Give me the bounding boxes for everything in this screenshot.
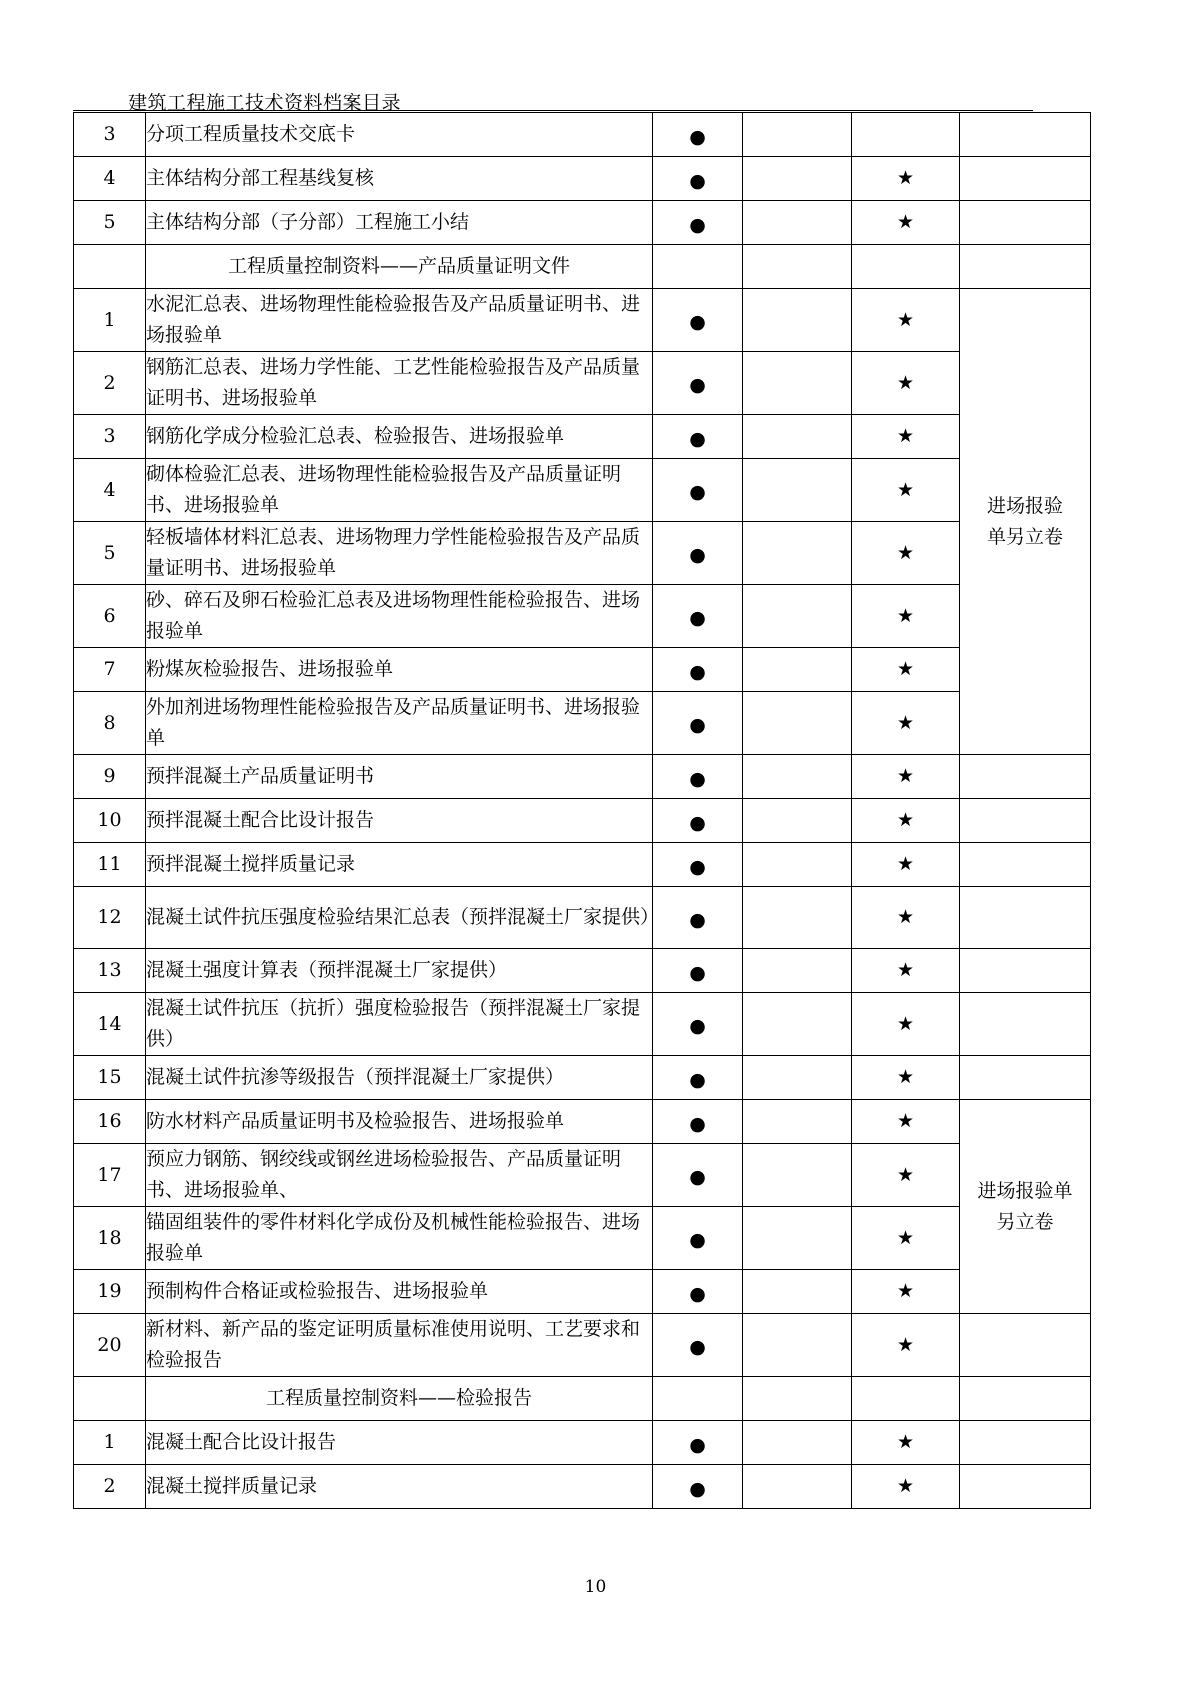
remark-separate-volume <box>960 289 1091 755</box>
row-item-name: 砌体检验汇总表、进场物理性能检验报告及产品质量证明书、进场报验单 <box>146 459 653 522</box>
required-dot-mark: ● <box>653 415 743 459</box>
row-number: 16 <box>74 1100 146 1144</box>
table-row <box>74 1207 1091 1270</box>
archive-star-mark: ★ <box>852 459 960 522</box>
archive-star-mark: ★ <box>852 415 960 459</box>
required-dot-mark: ● <box>653 289 743 352</box>
remark-cell <box>960 201 1091 245</box>
table-row <box>74 201 1091 245</box>
table-row <box>74 1100 1091 1144</box>
empty-cell <box>743 1421 852 1465</box>
required-dot-mark: ● <box>653 1314 743 1377</box>
archive-star-mark: ★ <box>852 648 960 692</box>
empty-cell <box>743 1377 852 1421</box>
archive-star-mark: ★ <box>852 1100 960 1144</box>
archive-star-mark: ★ <box>852 352 960 415</box>
row-item-name: 新材料、新产品的鉴定证明质量标准使用说明、工艺要求和检验报告 <box>146 1314 653 1377</box>
row-item-name: 钢筋化学成分检验汇总表、检验报告、进场报验单 <box>146 415 653 459</box>
archive-star-mark: ★ <box>852 1421 960 1465</box>
archive-star-mark: ★ <box>852 887 960 949</box>
archive-star-mark: ★ <box>852 1465 960 1509</box>
remark-cell <box>960 1421 1091 1465</box>
row-number: 20 <box>74 1314 146 1377</box>
empty-cell <box>743 459 852 522</box>
remark-cell <box>960 157 1091 201</box>
empty-cell <box>743 585 852 648</box>
row-number: 19 <box>74 1270 146 1314</box>
required-dot-mark: ● <box>653 887 743 949</box>
archive-star-mark: ★ <box>852 1270 960 1314</box>
archive-star-mark: ★ <box>852 1314 960 1377</box>
required-dot-mark: ● <box>653 648 743 692</box>
row-number: 13 <box>74 949 146 993</box>
table-row <box>74 1421 1091 1465</box>
required-dot-mark: ● <box>653 113 743 157</box>
empty-cell <box>653 1377 743 1421</box>
empty-cell <box>743 1207 852 1270</box>
remark-cell <box>960 245 1091 289</box>
row-number: 14 <box>74 993 146 1056</box>
document-header-title: 建筑工程施工技术资料档案目录 <box>128 92 402 114</box>
page-number: 10 <box>584 1577 607 1597</box>
empty-cell <box>743 1100 852 1144</box>
archive-star-mark: ★ <box>852 289 960 352</box>
row-number: 10 <box>74 799 146 843</box>
row-item-name: 混凝土搅拌质量记录 <box>146 1465 653 1509</box>
section-title: 工程质量控制资料——产品质量证明文件 <box>146 245 653 289</box>
required-dot-mark: ● <box>653 1270 743 1314</box>
row-number: 3 <box>74 415 146 459</box>
empty-cell <box>74 1377 146 1421</box>
required-dot-mark: ● <box>653 799 743 843</box>
empty-cell <box>743 1314 852 1377</box>
table-row <box>74 993 1091 1056</box>
archive-star-mark: ★ <box>852 201 960 245</box>
row-item-name: 砂、碎石及卵石检验汇总表及进场物理性能检验报告、进场报验单 <box>146 585 653 648</box>
row-item-name: 防水材料产品质量证明书及检验报告、进场报验单 <box>146 1100 653 1144</box>
table-row <box>74 887 1091 949</box>
remark-separate-volume <box>960 1100 1091 1314</box>
row-number: 18 <box>74 1207 146 1270</box>
empty-cell <box>743 201 852 245</box>
row-item-name: 预制构件合格证或检验报告、进场报验单 <box>146 1270 653 1314</box>
empty-cell <box>743 1144 852 1207</box>
remark-cell <box>960 755 1091 799</box>
required-dot-mark: ● <box>653 201 743 245</box>
row-number: 12 <box>74 887 146 949</box>
remark-cell <box>960 993 1091 1056</box>
row-item-name: 预拌混凝土产品质量证明书 <box>146 755 653 799</box>
archive-star-mark: ★ <box>852 799 960 843</box>
section-header-row <box>74 245 1091 289</box>
row-item-name: 预应力钢筋、钢绞线或钢丝进场检验报告、产品质量证明书、进场报验单、 <box>146 1144 653 1207</box>
row-item-name: 预拌混凝土配合比设计报告 <box>146 799 653 843</box>
remark-cell <box>960 799 1091 843</box>
empty-cell <box>743 352 852 415</box>
empty-cell <box>743 843 852 887</box>
empty-cell <box>743 522 852 585</box>
row-item-name: 主体结构分部工程基线复核 <box>146 157 653 201</box>
empty-cell <box>743 113 852 157</box>
remark-cell <box>960 1465 1091 1509</box>
empty-cell <box>852 245 960 289</box>
row-item-name: 轻板墙体材料汇总表、进场物理力学性能检验报告及产品质量证明书、进场报验单 <box>146 522 653 585</box>
row-item-name: 混凝土试件抗压强度检验结果汇总表（预拌混凝土厂家提供） <box>146 887 653 949</box>
required-dot-mark: ● <box>653 157 743 201</box>
row-item-name: 水泥汇总表、进场物理性能检验报告及产品质量证明书、进场报验单 <box>146 289 653 352</box>
required-dot-mark: ● <box>653 1144 743 1207</box>
table-row <box>74 692 1091 755</box>
section-title: 工程质量控制资料——检验报告 <box>146 1377 653 1421</box>
row-item-name: 钢筋汇总表、进场力学性能、工艺性能检验报告及产品质量证明书、进场报验单 <box>146 352 653 415</box>
archive-star-mark: ★ <box>852 585 960 648</box>
empty-cell <box>743 692 852 755</box>
empty-cell <box>743 415 852 459</box>
required-dot-mark: ● <box>653 352 743 415</box>
empty-cell <box>74 245 146 289</box>
required-dot-mark: ● <box>653 692 743 755</box>
table-row <box>74 949 1091 993</box>
required-dot-mark: ● <box>653 755 743 799</box>
row-number: 6 <box>74 585 146 648</box>
archive-star-mark: ★ <box>852 692 960 755</box>
required-dot-mark: ● <box>653 585 743 648</box>
row-item-name: 混凝土试件抗渗等级报告（预拌混凝土厂家提供） <box>146 1056 653 1100</box>
table-row <box>74 522 1091 585</box>
table-row <box>74 113 1091 157</box>
required-dot-mark: ● <box>653 1207 743 1270</box>
row-number: 5 <box>74 522 146 585</box>
row-number: 1 <box>74 289 146 352</box>
empty-cell <box>743 1270 852 1314</box>
row-item-name: 粉煤灰检验报告、进场报验单 <box>146 648 653 692</box>
table-row <box>74 1270 1091 1314</box>
archive-star-mark: ★ <box>852 1056 960 1100</box>
empty-cell <box>653 245 743 289</box>
required-dot-mark: ● <box>653 993 743 1056</box>
remark-text: 进场报验单另立卷 <box>986 494 1063 548</box>
empty-cell <box>743 1465 852 1509</box>
archive-star-mark: ★ <box>852 993 960 1056</box>
row-number: 2 <box>74 352 146 415</box>
table-row <box>74 415 1091 459</box>
required-dot-mark: ● <box>653 1421 743 1465</box>
remark-cell <box>960 949 1091 993</box>
remark-cell <box>960 1056 1091 1100</box>
required-dot-mark: ● <box>653 1100 743 1144</box>
row-number: 9 <box>74 755 146 799</box>
remark-cell <box>960 887 1091 949</box>
empty-cell <box>852 1377 960 1421</box>
table-row <box>74 1144 1091 1207</box>
archive-star-mark: ★ <box>852 949 960 993</box>
required-dot-mark: ● <box>653 522 743 585</box>
row-number: 7 <box>74 648 146 692</box>
empty-cell <box>852 113 960 157</box>
table-row <box>74 585 1091 648</box>
empty-cell <box>743 1056 852 1100</box>
remark-cell <box>960 843 1091 887</box>
row-number: 3 <box>74 113 146 157</box>
archive-star-mark: ★ <box>852 522 960 585</box>
empty-cell <box>743 993 852 1056</box>
row-item-name: 主体结构分部（子分部）工程施工小结 <box>146 201 653 245</box>
empty-cell <box>743 887 852 949</box>
table-row <box>74 289 1091 352</box>
table-row <box>74 157 1091 201</box>
required-dot-mark: ● <box>653 1465 743 1509</box>
empty-cell <box>743 799 852 843</box>
row-number: 4 <box>74 459 146 522</box>
header-divider <box>73 110 1033 111</box>
empty-cell <box>743 245 852 289</box>
row-item-name: 预拌混凝土搅拌质量记录 <box>146 843 653 887</box>
empty-cell <box>743 648 852 692</box>
required-dot-mark: ● <box>653 459 743 522</box>
empty-cell <box>743 949 852 993</box>
row-number: 5 <box>74 201 146 245</box>
table-row <box>74 799 1091 843</box>
archive-star-mark: ★ <box>852 1144 960 1207</box>
row-number: 15 <box>74 1056 146 1100</box>
section-header-row <box>74 1377 1091 1421</box>
remark-cell <box>960 1377 1091 1421</box>
required-dot-mark: ● <box>653 949 743 993</box>
row-number: 8 <box>74 692 146 755</box>
row-number: 2 <box>74 1465 146 1509</box>
row-item-name: 分项工程质量技术交底卡 <box>146 113 653 157</box>
archive-star-mark: ★ <box>852 157 960 201</box>
remark-cell <box>960 113 1091 157</box>
row-item-name: 外加剂进场物理性能检验报告及产品质量证明书、进场报验单 <box>146 692 653 755</box>
table-row <box>74 1465 1091 1509</box>
row-number: 17 <box>74 1144 146 1207</box>
row-number: 11 <box>74 843 146 887</box>
remark-cell <box>960 1314 1091 1377</box>
table-row <box>74 352 1091 415</box>
remark-text: 进场报验单另立卷 <box>977 1179 1073 1233</box>
archive-catalog-table <box>73 112 1091 1509</box>
archive-star-mark: ★ <box>852 843 960 887</box>
table-row <box>74 648 1091 692</box>
archive-star-mark: ★ <box>852 1207 960 1270</box>
row-number: 1 <box>74 1421 146 1465</box>
row-number: 4 <box>74 157 146 201</box>
table-row <box>74 1056 1091 1100</box>
empty-cell <box>743 755 852 799</box>
table-row <box>74 1314 1091 1377</box>
required-dot-mark: ● <box>653 1056 743 1100</box>
table-row <box>74 459 1091 522</box>
empty-cell <box>743 289 852 352</box>
row-item-name: 混凝土配合比设计报告 <box>146 1421 653 1465</box>
table-row <box>74 755 1091 799</box>
empty-cell <box>743 157 852 201</box>
archive-star-mark: ★ <box>852 755 960 799</box>
required-dot-mark: ● <box>653 843 743 887</box>
row-item-name: 混凝土强度计算表（预拌混凝土厂家提供） <box>146 949 653 993</box>
row-item-name: 锚固组装件的零件材料化学成份及机械性能检验报告、进场报验单 <box>146 1207 653 1270</box>
table-row <box>74 843 1091 887</box>
row-item-name: 混凝土试件抗压（抗折）强度检验报告（预拌混凝土厂家提供） <box>146 993 653 1056</box>
